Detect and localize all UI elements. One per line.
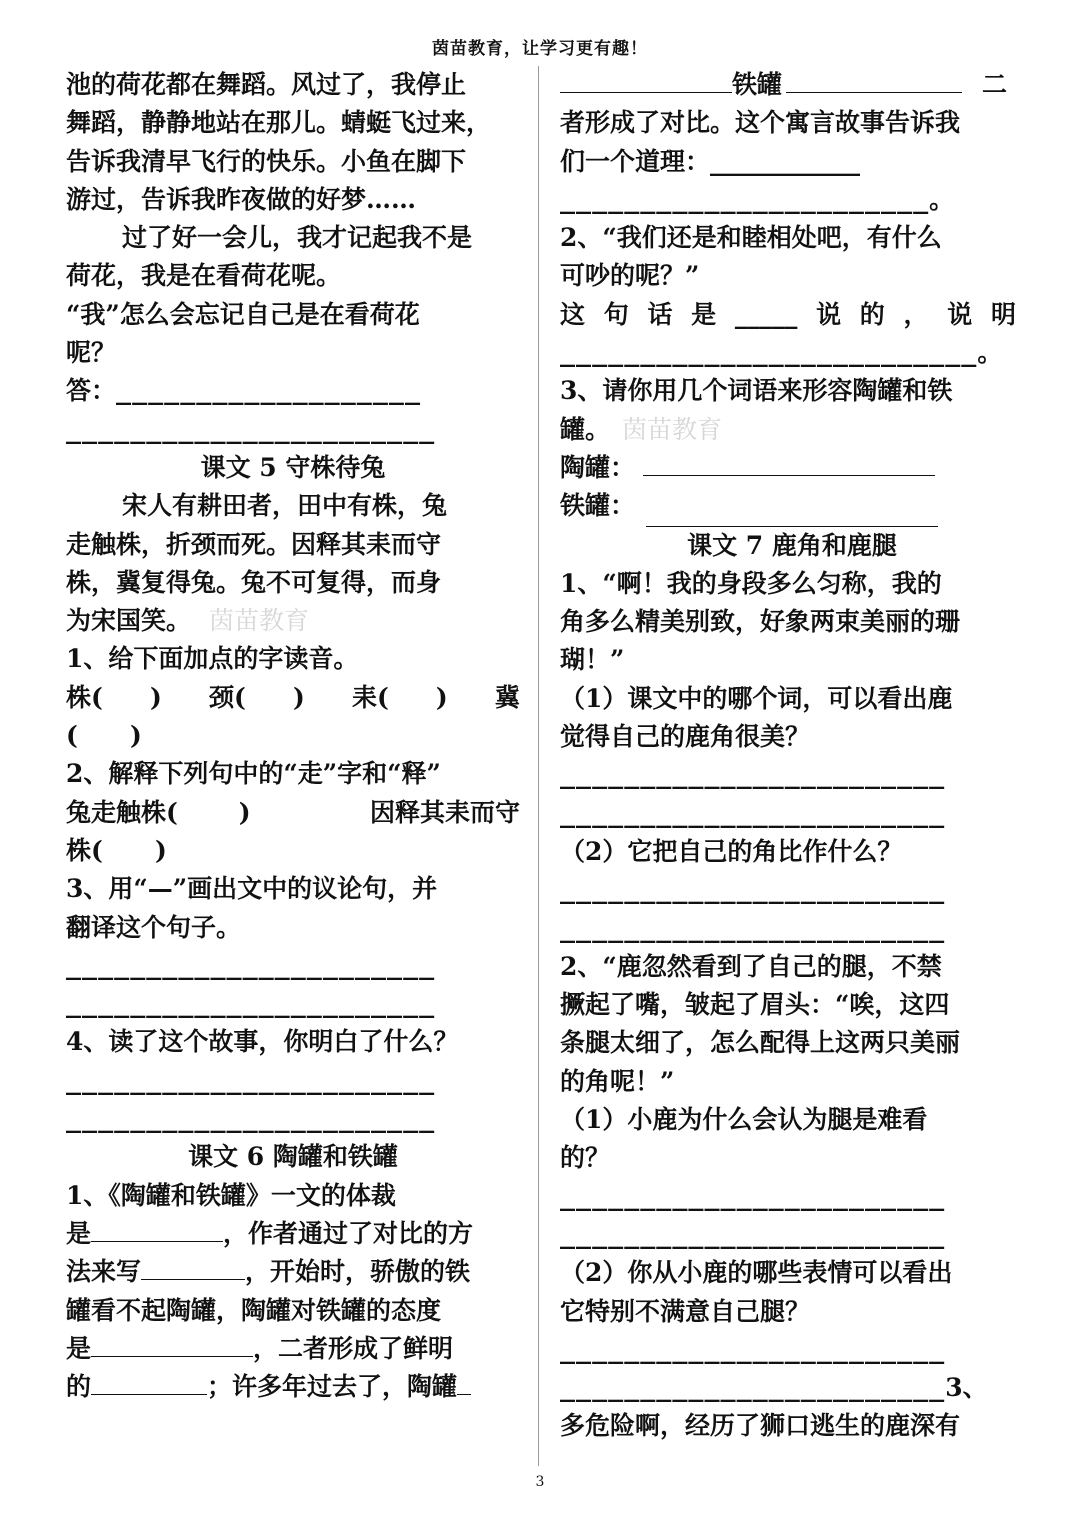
lesson6-title: 课文 6 陶罐和铁罐 bbox=[188, 1142, 398, 1172]
question-line bbox=[66, 1253, 520, 1291]
question-line: 的？ bbox=[560, 1143, 611, 1173]
answer-blank[interactable]: _______________________ bbox=[66, 414, 436, 444]
pinyin-item: 耒( bbox=[351, 682, 389, 712]
text-span: 罐。 bbox=[560, 414, 611, 444]
text-line: 池的荷花都在舞蹈。风过了，我停止 bbox=[66, 70, 467, 99]
question-line bbox=[66, 1368, 520, 1406]
answer-blank[interactable]: _______________________。 bbox=[560, 184, 956, 214]
page-number: 3 bbox=[535, 1474, 545, 1490]
text-line: 角多么精美别致，好象两束美丽的珊 bbox=[560, 607, 961, 637]
answer-label: 铁罐： bbox=[560, 491, 636, 521]
answer-blank[interactable]: ________________________ bbox=[560, 1334, 946, 1364]
fill-blank[interactable] bbox=[643, 449, 935, 476]
pinyin-item: 株( bbox=[66, 682, 103, 712]
question-line: 罐看不起陶罐，陶罐对铁罐的态度 bbox=[66, 1295, 442, 1325]
text-span: ， bbox=[903, 299, 929, 329]
text-span: ，二者形成了鲜明 bbox=[253, 1333, 454, 1363]
text-line: 走触株，折颈而死。因释其耒而守 bbox=[66, 529, 442, 559]
fill-blank[interactable] bbox=[91, 1368, 207, 1395]
text-span: ，作者通过了对比的方 bbox=[223, 1218, 474, 1248]
question-line: 觉得自己的鹿角很美？ bbox=[560, 722, 811, 752]
question-line: 它特别不满意自己腿？ bbox=[560, 1296, 811, 1326]
fill-blank[interactable] bbox=[91, 1215, 223, 1242]
pinyin-blank[interactable]: ( ) bbox=[66, 721, 142, 751]
question-line bbox=[66, 1215, 520, 1253]
question-line: 3、用“—”画出文中的议论句，并 bbox=[66, 874, 438, 904]
question-number: 3、 bbox=[945, 1373, 988, 1403]
fill-blank[interactable] bbox=[91, 1330, 253, 1357]
text-line: 告诉我清早飞行的快乐。小鱼在脚下 bbox=[66, 146, 467, 176]
fill-blank[interactable]: _____ bbox=[734, 299, 798, 329]
question-line: 2、“鹿忽然看到了自己的腿，不禁 bbox=[560, 951, 942, 981]
text-span: 法来写 bbox=[66, 1257, 142, 1287]
text-line: 游过，告诉我昨夜做的好梦…… bbox=[66, 184, 417, 214]
text-span: 是 bbox=[66, 1218, 92, 1248]
text-span: 二 bbox=[982, 70, 1008, 99]
text-line: 的角呢！” bbox=[560, 1066, 675, 1096]
question-line bbox=[560, 296, 1016, 334]
watermark: 茵苗教育 bbox=[622, 414, 723, 444]
answer-line bbox=[66, 372, 520, 410]
answer-blank[interactable]: _______________________ bbox=[66, 1065, 436, 1095]
text-span: 为宋国笑。 bbox=[66, 606, 192, 636]
answer-line bbox=[560, 487, 1016, 525]
answer-blank[interactable]: ________________________ bbox=[560, 760, 946, 790]
question-line: 翻译这个句子。 bbox=[66, 912, 242, 942]
text-line bbox=[66, 602, 520, 640]
text-line: 过了好一会儿，我才记起我不是 bbox=[122, 223, 473, 253]
answer-label: 答： bbox=[66, 376, 117, 406]
answer-blank[interactable]: ________________________ bbox=[560, 1373, 946, 1403]
text-line: 株，冀复得兔。兔不可复得，而身 bbox=[66, 567, 442, 597]
question-line: 3、请你用几个词语来形容陶罐和铁 bbox=[560, 376, 953, 406]
answer-blank[interactable]: _______________________ bbox=[66, 989, 436, 1019]
question-line: （2）你从小鹿的哪些表情可以看出 bbox=[560, 1258, 953, 1288]
text-span: 的 bbox=[859, 299, 885, 329]
text-span: 说 bbox=[947, 299, 973, 329]
pinyin-item: 颈( bbox=[208, 682, 246, 712]
text-line: 们一个道理：____________ bbox=[560, 146, 861, 176]
fill-blank[interactable] bbox=[786, 66, 962, 93]
text-line: 宋人有耕田者，田中有株，兔 bbox=[122, 491, 448, 521]
text-span: 因释其耒而守 bbox=[369, 797, 520, 827]
text-span: 是 bbox=[66, 1333, 92, 1363]
text-line: 撅起了嘴，皱起了眉头：“唉，这四 bbox=[560, 990, 950, 1020]
text-span: ，开始时，骄傲的铁 bbox=[245, 1257, 471, 1287]
fill-blank[interactable] bbox=[141, 1253, 245, 1280]
text-line: 者形成了对比。这个寓言故事告诉我 bbox=[560, 108, 961, 138]
pinyin-blank[interactable]: ) bbox=[149, 682, 162, 712]
question-line: 1、《陶罐和铁罐》一文的体裁 bbox=[66, 1180, 396, 1210]
answer-blank[interactable]: ________________________ bbox=[560, 1181, 946, 1211]
question-line: （1）小鹿为什么会认为腿是难看 bbox=[560, 1105, 928, 1135]
answer-blank[interactable]: __________________________。 bbox=[560, 338, 1004, 368]
question-line: 2、“我们还是和睦相处吧，有什么 bbox=[560, 223, 942, 253]
explain-blank[interactable]: 株( ) bbox=[66, 835, 167, 865]
left-column bbox=[66, 66, 520, 1406]
question-line: 呢？ bbox=[66, 338, 117, 368]
question-line bbox=[560, 66, 1016, 104]
answer-blank[interactable]: ________________________ bbox=[560, 913, 946, 943]
column-divider bbox=[538, 66, 539, 1466]
text-line: 条腿太细了，怎么配得上这两只美丽 bbox=[560, 1028, 961, 1058]
pinyin-blank[interactable]: ) bbox=[435, 682, 448, 712]
watermark: 茵苗教育 bbox=[209, 606, 310, 636]
question-line: 1、给下面加点的字读音。 bbox=[66, 644, 359, 674]
text-span: 铁罐 bbox=[732, 70, 783, 99]
answer-blank[interactable]: ___________________ bbox=[116, 376, 421, 406]
question-line bbox=[560, 411, 1016, 449]
text-span: 的 bbox=[66, 1372, 92, 1402]
text-span: ；许多年过去了，陶罐 bbox=[207, 1372, 458, 1402]
fill-blank[interactable] bbox=[560, 66, 732, 93]
pinyin-blank[interactable]: ) bbox=[292, 682, 305, 712]
answer-blank[interactable]: ________________________ bbox=[560, 798, 946, 828]
question-line: 2、解释下列句中的“走”字和“释” bbox=[66, 759, 441, 789]
right-column bbox=[560, 66, 1016, 1446]
answer-line bbox=[560, 1369, 1016, 1407]
fill-blank[interactable] bbox=[457, 1368, 471, 1395]
text-span: 句 bbox=[603, 299, 629, 329]
pinyin-item: 冀 bbox=[494, 682, 520, 712]
question-line bbox=[66, 794, 520, 832]
answer-blank[interactable]: _______________________ bbox=[66, 950, 436, 980]
lesson7-title-wrap bbox=[646, 526, 938, 565]
question-line: （1）课文中的哪个词，可以看出鹿 bbox=[560, 683, 953, 713]
pinyin-row bbox=[66, 679, 520, 717]
text-line: 荷花，我是在看荷花呢。 bbox=[66, 261, 342, 291]
answer-blank[interactable]: ________________________ bbox=[560, 1219, 946, 1249]
question-line: 可吵的呢？” bbox=[560, 261, 700, 291]
text-span: 话 bbox=[647, 299, 673, 329]
text-line: 多危险啊，经历了狮口逃生的鹿深有 bbox=[560, 1411, 961, 1441]
text-line: 瑚！” bbox=[560, 645, 625, 675]
question-line: （2）它把自己的角比作什么？ bbox=[560, 836, 903, 866]
question-line: “我”怎么会忘记自己是在看荷花 bbox=[66, 299, 420, 329]
question-line bbox=[66, 1330, 520, 1368]
text-span: 这 bbox=[560, 299, 586, 329]
answer-blank[interactable]: ________________________ bbox=[560, 875, 946, 905]
answer-line bbox=[560, 449, 1016, 487]
question-line: 4、读了这个故事，你明白了什么？ bbox=[66, 1027, 459, 1057]
lesson5-title: 课文 5 守株待兔 bbox=[200, 452, 386, 482]
answer-blank[interactable]: _______________________ bbox=[66, 1104, 436, 1134]
text-span: 说 bbox=[816, 299, 842, 329]
question-line: 1、“啊！我的身段多么匀称，我的 bbox=[560, 568, 942, 598]
text-line: 舞蹈，静静地站在那儿。蜻蜓飞过来， bbox=[66, 108, 492, 138]
text-span: 是 bbox=[691, 299, 717, 329]
page-header: 茵苗教育，让学习更有趣！ bbox=[432, 39, 648, 59]
fill-blank[interactable] bbox=[643, 488, 935, 514]
answer-label: 陶罐： bbox=[560, 452, 636, 482]
explain-blank[interactable]: 兔走触株( ) bbox=[66, 797, 251, 827]
text-span: 明 bbox=[990, 299, 1016, 329]
lesson7-title: 课文 7 鹿角和鹿腿 bbox=[687, 530, 897, 560]
